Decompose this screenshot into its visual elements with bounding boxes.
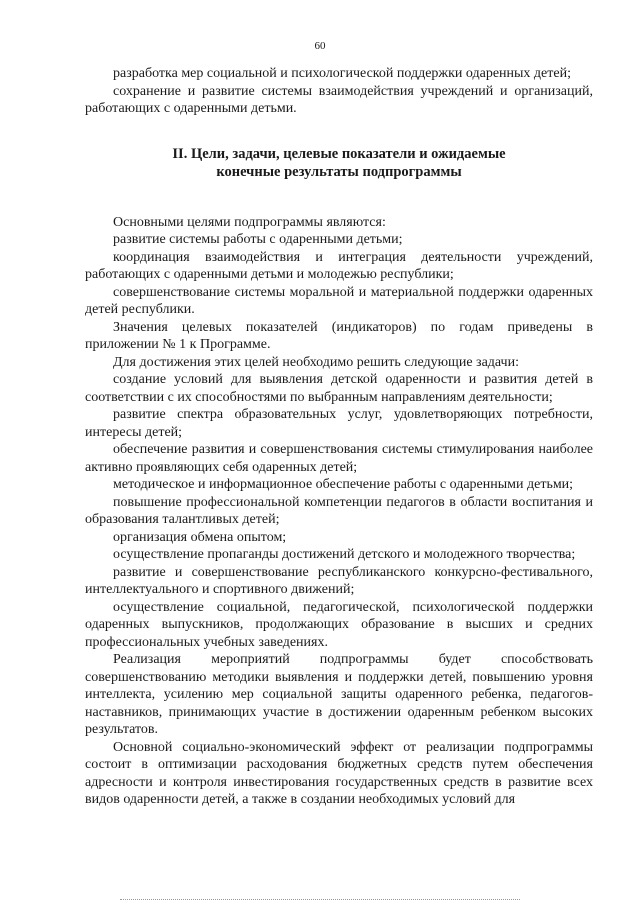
body-paragraph: Для достижения этих целей необходимо решить следующие задачи: (113, 354, 519, 370)
body-paragraph: развитие и совершенствование республиканского конкурсно-фестивального, интеллектуального и спортивного движений; (85, 564, 593, 597)
body-paragraph: методическое и информационное обеспечение работы с одаренными детьми; (113, 477, 574, 492)
body-paragraph: обеспечение развития и совершенствования системы стимулирования наиболее активно проявляющих себя одаренных детей; (85, 442, 593, 475)
paragraph-list (85, 214, 593, 809)
body-paragraph: Основной социально-экономический эффект от реализации подпрограммы состоит в оптимизации расходования бюджетных средств путем обеспечения адресности и контроля инвестирования государственных средств в развитие всех видов одаренности детей, а также в создании необходимых условий для (85, 739, 593, 807)
body-paragraph: Основными целями подпрограммы являются: (113, 214, 386, 230)
body-paragraph: повышение профессиональной компетенции педагогов в области воспитания и образования талантливых детей; (85, 494, 593, 527)
section-title (85, 145, 593, 181)
body-paragraph: организация обмена опытом; (113, 529, 287, 545)
page-number: 60 (314, 40, 326, 52)
body-paragraph: развитие системы работы с одаренными детьми; (113, 232, 403, 247)
document-body (85, 65, 593, 809)
body-paragraph: Значения целевых показателей (индикаторов) по годам приведены в приложении № 1 к Программе. (85, 319, 593, 352)
body-paragraph: осуществление пропаганды достижений детского и молодежного творчества; (113, 547, 576, 562)
intro-paragraph: сохранение и развитие системы взаимодействия учреждений и организаций, работающих с одаренными детьми. (85, 83, 593, 116)
body-paragraph: осуществление социальной, педагогической, психологической поддержки одаренных выпускников, продолжающих образование в высших и средних профессиональных учебных заведениях. (85, 599, 593, 650)
section-title-line: конечные результаты подпрограммы (216, 163, 462, 180)
section-title-line: II. Цели, задачи, целевые показатели и ожидаемые (172, 145, 506, 162)
scan-edge-marks (120, 899, 520, 903)
body-paragraph: Реализация мероприятий подпрограммы будет способствовать совершенствованию методики выявления и поддержки детей, повышению уровня интеллекта, усилению мер социальной защиты одаренного ребенка, педагогов-наставников, принимающих участие в достижении одаренным ребенком высоких результатов. (85, 652, 593, 737)
body-paragraph: создание условий для выявления детской одаренности и развития детей в соответствии с их способностями по выбранным направлениям деятельности; (85, 372, 593, 405)
body-paragraph: совершенствование системы моральной и материальной поддержки одаренных детей республики. (85, 284, 593, 317)
intro-paragraph: разработка мер социальной и психологической поддержки одаренных детей; (113, 66, 571, 81)
body-paragraph: развитие спектра образовательных услуг, удовлетворяющих потребности, интересы детей; (85, 407, 593, 440)
body-paragraph: координация взаимодействия и интеграция деятельности учреждений, работающих с одаренными детьми и молодежью республики; (85, 249, 593, 282)
